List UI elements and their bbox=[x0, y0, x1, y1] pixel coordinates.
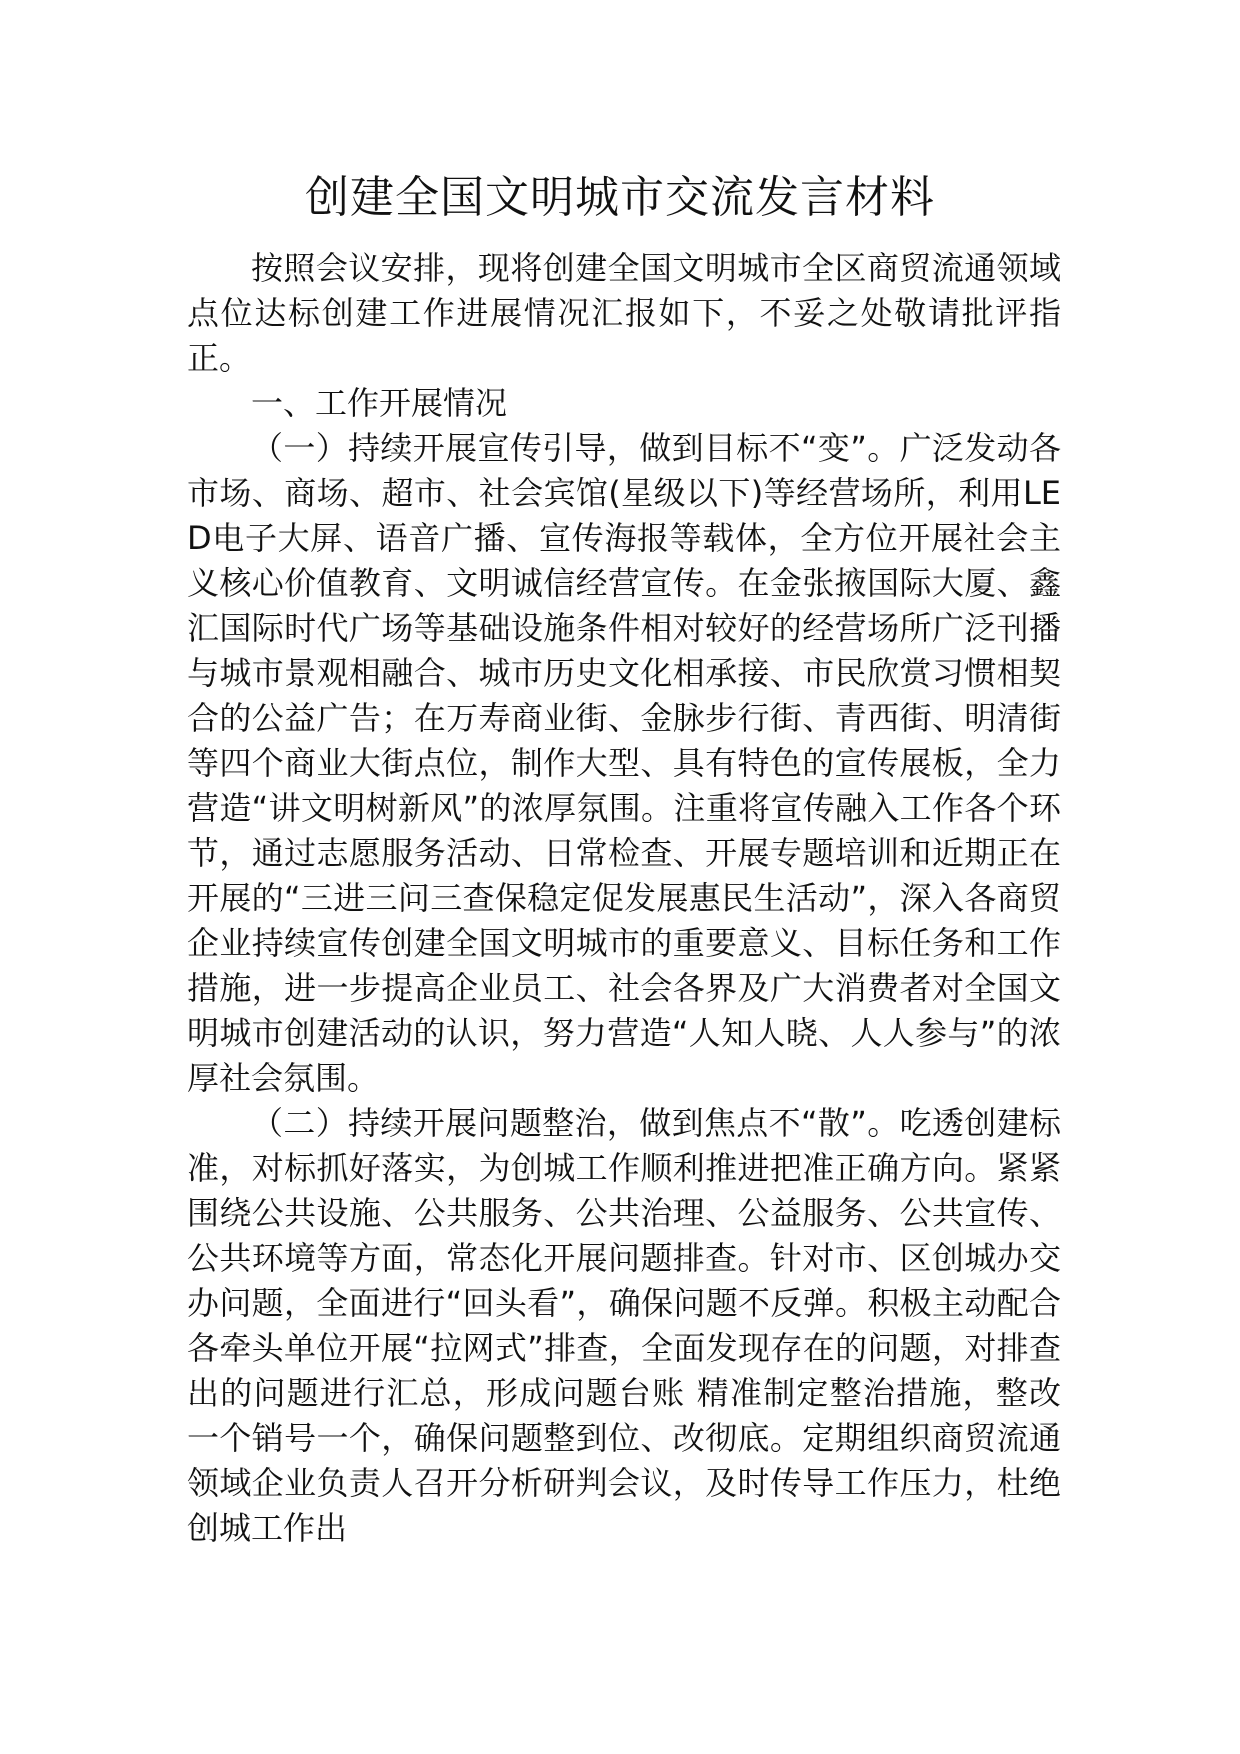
document-body bbox=[187, 246, 1061, 1551]
paragraph-rectification: （二）持续开展问题整治，做到焦点不“散”。吃透创建标准，对标抓好落实，为创城工作顺利推进把准正确方向。紧紧围绕公共设施、公共服务、公共治理、公益服务、公共宣传、公共环境等方面，常态化开展问题排查。针对市、区创城办交办问题，全面进行“回头看”，确保问题不反弹。积极主动配合各牵头单位开展“拉网式”排查，全面发现存在的问题，对排查出的问题进行汇总，形成问题台账 精准制定整治措施，整改一个销号一个，确保问题整到位、改彻底。定期组织商贸流通领域企业负责人召开分析研判会议，及时传导工作压力，杜绝创城工作出 bbox=[187, 1104, 1061, 1547]
document-title: 创建全国文明城市交流发言材料 bbox=[305, 172, 935, 223]
section-heading-work-status: 一、工作开展情况 bbox=[251, 384, 508, 422]
paragraph-publicity: （一）持续开展宣传引导，做到目标不“变”。广泛发动各市场、商场、超市、社会宾馆(星级以下)等经营场所，利用LED电子大屏、语音广播、宣传海报等载体，全方位开展社会主义核心价值教育、文明诚信经营宣传。在金张掖国际大厦、鑫汇国际时代广场等基础设施条件相对较好的经营场所广泛刊播与城市景观相融合、城市历史文化相承接、市民欣赏习惯相契合的公益广告；在万寿商业街、金脉步行街、青西街、明清街等四个商业大街点位，制作大型、具有特色的宣传展板，全力营造“讲文明树新风”的浓厚氛围。注重将宣传融入工作各个环节，通过志愿服务活动、日常检查、开展专题培训和近期正在开展的“三进三问三查保稳定促发展惠民生活动”，深入各商贸企业持续宣传创建全国文明城市的重要意义、目标任务和工作措施，进一步提高企业员工、社会各界及广大消费者对全国文明城市创建活动的认识，努力营造“人知人晓、人人参与”的浓厚社会氛围。 bbox=[187, 429, 1061, 1097]
paragraph-intro: 按照会议安排，现将创建全国文明城市全区商贸流通领域点位达标创建工作进展情况汇报如下，不妥之处敬请批评指正。 bbox=[187, 249, 1061, 377]
